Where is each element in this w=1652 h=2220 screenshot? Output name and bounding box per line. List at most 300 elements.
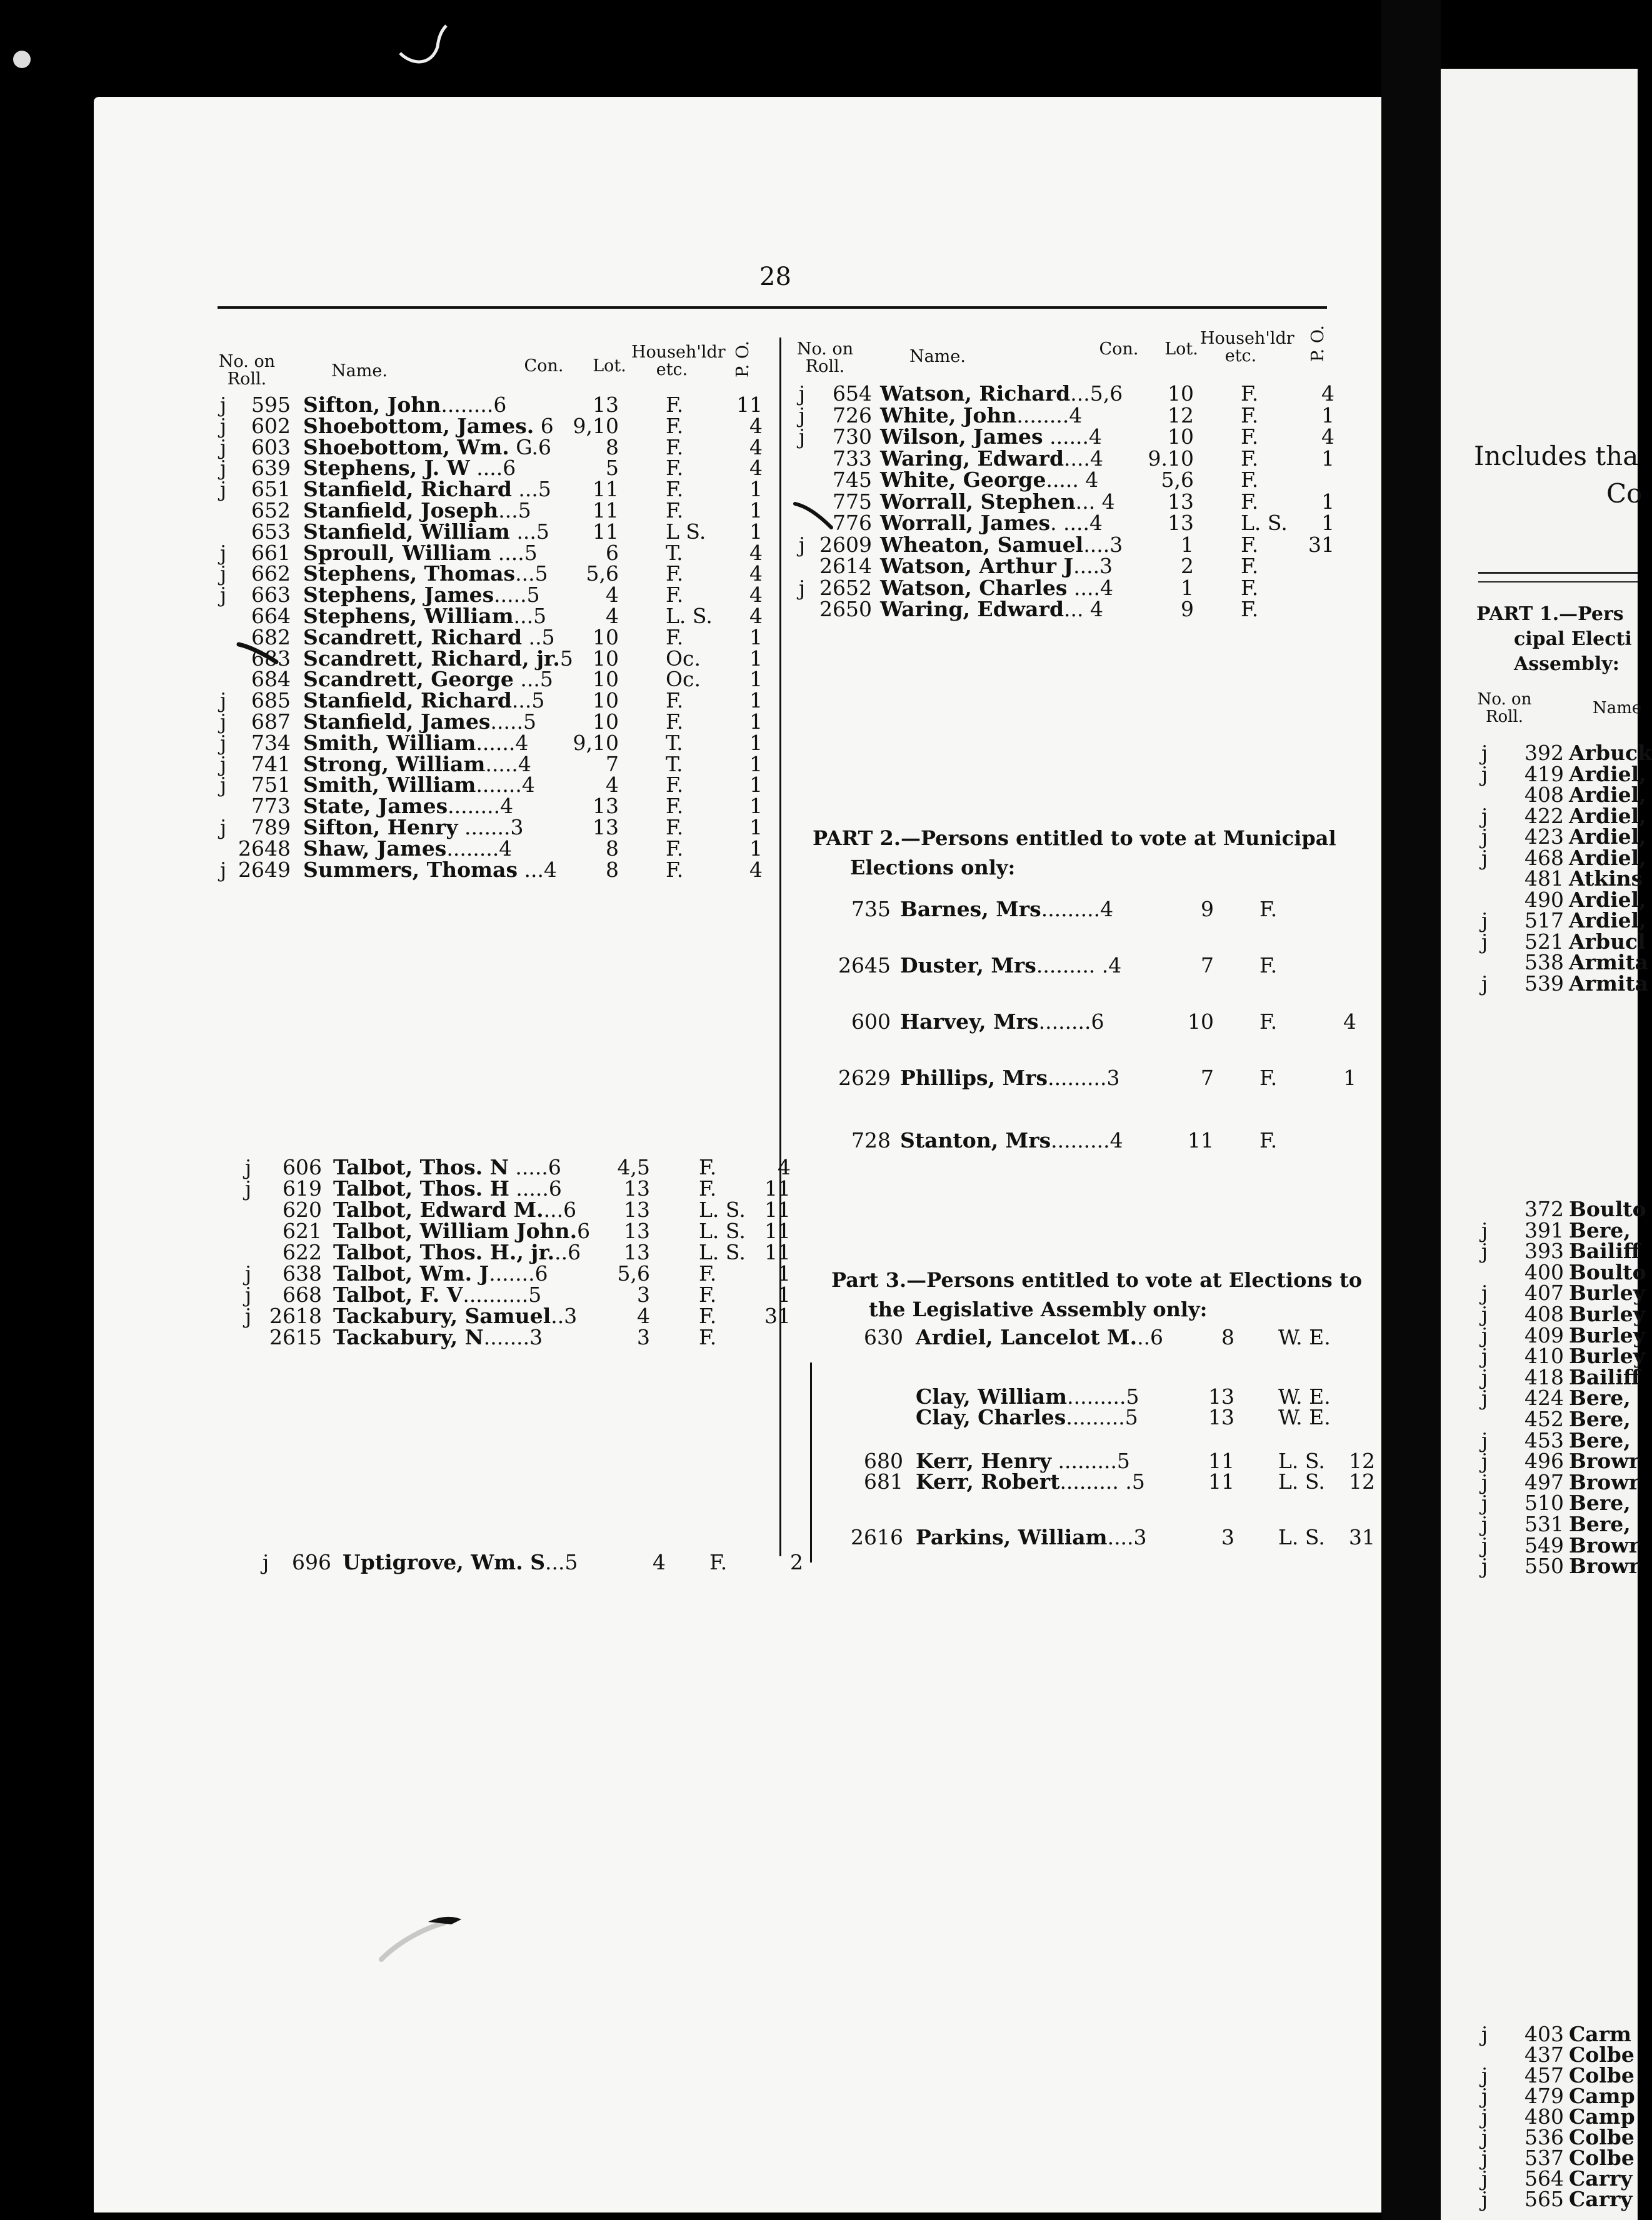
voter-name: Colbe [1569,2042,1634,2067]
concession-number: .........5 [1066,1405,1138,1429]
voter-name: Uptigrove, Wm. S...5 [343,1550,578,1574]
post-office-number: 4 [749,857,763,882]
post-office-number: 1 [749,667,763,692]
concession-number: ..... 4 [1046,468,1099,492]
voter-name: White, John........4 [880,402,1083,428]
part3-title-line1: Part 3.—Persons entitled to vote at Elections to [831,1268,1363,1292]
roll-juror-mark: j [220,477,227,502]
post-office-number: 1 [749,772,763,798]
roll-juror-mark: j [245,1261,252,1286]
header-po: P. O. [733,341,753,378]
household-status: F. [1241,489,1259,514]
lot-number: 5 [606,456,619,481]
voter-name: Arbucl [1569,929,1646,954]
voter-row [0,1128,1638,1152]
lot-number: 5,6 [617,1261,650,1286]
voter-name: Scandrett, Richard ..5 [303,624,555,649]
household-status: Oc. [666,667,701,692]
roll-juror-mark: j [1481,971,1488,996]
roll-juror-mark: j [1481,929,1488,954]
household-status: F. [699,1155,717,1179]
voter-name: Kerr, Robert......... .5 [916,1469,1145,1494]
lot-number: 13 [1208,1384,1234,1409]
voter-name: Armita [1569,971,1649,996]
voter-name: Stanton, Mrs.........4 [900,1128,1123,1152]
concession-number: ......... .5 [1059,1469,1145,1494]
roll-number: 751 [251,772,291,798]
roll-number: 490 [1524,887,1564,912]
right-page-includes-line1: Includes tha [1474,441,1639,471]
roll-number: 468 [1524,845,1564,870]
household-status: F. [699,1176,717,1201]
roll-juror-mark: j [1481,908,1488,932]
voter-row [0,381,1638,405]
voter-name: Bailiff [1569,1364,1640,1389]
voter-name: Talbot, William John.6 [333,1219,591,1243]
voter-name: Ardiel, [1569,761,1646,786]
lot-number: 12 [1168,402,1194,428]
roll-number: 654 [833,381,872,406]
roll-number: 696 [292,1550,331,1574]
concession-number: ...5 [515,561,548,586]
post-office-number: 1 [1343,1066,1356,1090]
lot-number: 2 [1181,554,1194,578]
lot-number: 13 [593,794,619,819]
lot-number: 13 [593,815,619,839]
roll-number: 510 [1524,1491,1564,1516]
roll-number: 639 [251,456,291,481]
concession-number: ..6 [554,1240,581,1264]
voter-name: Scandrett, Richard, jr.5 [303,646,573,671]
roll-number: 773 [251,794,291,819]
voter-name: Tackabury, N.......3 [333,1325,543,1349]
roll-number: 741 [251,751,291,776]
right-page-row [0,971,1649,996]
concession-number: .........4 [1051,1128,1123,1152]
roll-number: 437 [1524,2042,1564,2067]
post-office-number: 1 [749,836,763,861]
lot-number: 4,5 [617,1155,650,1179]
right-page-row [0,1259,1646,1284]
roll-number: 683 [251,646,291,671]
roll-juror-mark: j [220,582,227,608]
roll-number: 651 [251,477,291,502]
voter-name: Worrall, James. ....4 [880,511,1103,535]
household-status: F. [666,836,684,861]
post-office-number: 1 [749,709,763,734]
voter-name: Camp [1569,2084,1635,2108]
roll-number: 730 [833,424,872,449]
right-page-row [0,1554,1638,1578]
roll-number: 2615 [269,1325,322,1349]
voter-name: Camp [1569,2104,1635,2129]
roll-juror-mark: j [1481,845,1488,870]
lot-number: 9.10 [1148,446,1194,471]
roll-number: 549 [1524,1532,1564,1558]
post-office-number: 4 [1321,424,1334,449]
lot-number: 13 [593,392,619,417]
voter-name: Carm [1569,2022,1631,2046]
header-lot-right: Lot. [1164,339,1198,359]
voter-row [0,597,1638,621]
post-office-number: 1 [749,730,763,755]
roll-juror-mark: j [220,730,227,755]
roll-number: 372 [1524,1197,1564,1221]
roll-juror-mark: j [1481,1218,1488,1242]
scan-speck [9,47,47,72]
post-office-number: 1 [778,1282,791,1307]
roll-juror-mark: j [1481,1428,1488,1452]
roll-number: 521 [1524,929,1564,954]
roll-number: 496 [1524,1449,1564,1474]
voter-name: Colbe [1569,2125,1634,2149]
header-lot: Lot. [593,356,626,376]
voter-name: Strong, William.....4 [303,751,531,776]
right-page-row [0,929,1646,954]
voter-row [0,403,1638,427]
roll-juror-mark: j [220,751,227,776]
post-office-number: 11 [764,1240,791,1264]
roll-juror-mark: j [799,381,806,406]
post-office-number: 1 [749,519,763,544]
lot-number: 8 [1221,1325,1234,1349]
roll-juror-mark: j [1481,1491,1488,1516]
concession-number: ...5,6 [1070,381,1123,406]
post-office-number: 11 [764,1198,791,1222]
household-status: F. [666,456,684,481]
voter-name: Bere, [1569,1218,1631,1242]
header-rule [218,306,1327,309]
roll-juror-mark: j [1481,1364,1488,1389]
lot-number: 3 [637,1282,650,1307]
voter-name: Barnes, Mrs.........4 [900,897,1114,921]
post-office-number: 12 [1349,1469,1375,1494]
right-page-row [0,1386,1638,1409]
household-status: F. [666,857,684,882]
post-office-number: 11 [736,392,763,417]
voter-name: Stephens, Thomas...5 [303,561,548,586]
household-status: L S. [666,519,706,544]
roll-juror-mark: j [1481,2084,1488,2108]
concession-number: ......4 [476,730,529,755]
roll-number: 410 [1524,1344,1564,1369]
concession-number: ...4 [518,857,558,882]
right-page-part1-line1: PART 1.—Pers [1476,603,1624,625]
voter-name: Smith, William......4 [303,730,529,755]
roll-number: 680 [864,1449,903,1473]
roll-number: 682 [251,624,291,649]
roll-number: 638 [283,1261,322,1286]
household-status: F. [666,477,684,502]
voter-name: Kerr, Henry .........5 [916,1449,1130,1473]
roll-number: 539 [1524,971,1564,996]
voter-name: Arbuck [1569,741,1652,765]
voter-name: Watson, Richard...5,6 [880,381,1123,406]
post-office-number: 12 [1349,1449,1375,1473]
roll-number: 661 [251,540,291,565]
household-status: L. S. [1278,1525,1325,1549]
voter-name: Clay, William.........5 [916,1384,1139,1409]
right-page-row [0,1322,1645,1348]
right-page-row [0,1197,1646,1221]
roll-number: 684 [251,667,291,692]
lot-number: 10 [1188,1009,1214,1034]
right-page-row [0,1218,1638,1242]
household-status: F. [666,413,684,438]
right-page-row [0,1449,1638,1472]
roll-number: 408 [1524,782,1564,807]
post-office-number: 11 [764,1176,791,1201]
lot-number: 4 [653,1550,666,1574]
concession-number: ......4 [1043,424,1103,449]
lot-number: 10 [1168,424,1194,449]
lot-number: 13 [624,1219,650,1243]
household-status: T. [666,730,683,755]
post-office-number: 1 [749,751,763,776]
voter-name: Clay, Charles.........5 [916,1405,1138,1429]
roll-number: 2629 [838,1066,891,1090]
roll-number: 2648 [238,836,291,861]
right-page-row [0,1281,1645,1306]
roll-number: 393 [1524,1239,1564,1264]
voter-name: Sifton, John........6 [303,392,507,417]
pen-tick-mark [238,641,281,666]
post-office-number: 31 [764,1304,791,1328]
roll-number: 407 [1524,1281,1564,1306]
voter-name: Bere, [1569,1407,1631,1431]
roll-number: 620 [283,1198,322,1222]
concession-number: ........4 [446,836,513,861]
voter-name: Stanfield, James.....5 [303,709,536,734]
roll-number: 537 [1524,2146,1564,2170]
right-page-row [0,803,1646,828]
voter-name: Shaw, James........4 [303,836,513,861]
roll-number: 2650 [819,597,872,621]
right-page-row [0,1407,1638,1431]
lot-number: 11 [1208,1469,1234,1494]
right-page-row [0,1491,1638,1514]
roll-juror-mark: j [1481,1469,1488,1494]
household-status: F. [666,434,684,459]
right-page-row [0,1302,1645,1326]
roll-number: 603 [251,434,291,459]
post-office-number: 2 [790,1550,803,1574]
concession-number: ..3 [551,1304,578,1328]
concession-number: ....3 [1083,532,1123,557]
voter-name: Talbot, F. V..........5 [333,1282,542,1307]
roll-juror-mark: j [220,434,227,459]
roll-juror-mark: j [263,1550,269,1574]
concession-number: ....6 [469,456,516,481]
post-office-number: 1 [749,794,763,819]
page-number: 28 [759,262,791,291]
voter-name: Stanfield, Richard ...5 [303,477,551,502]
concession-number: ....4 [1064,446,1103,471]
lot-number: 4 [606,582,619,608]
lot-number: 10 [593,667,619,692]
roll-number: 664 [251,604,291,628]
concession-number: ..5 [522,624,555,649]
household-status: F. [666,772,684,798]
voter-name: Burley [1569,1322,1645,1348]
right-page-rule-2 [1478,581,1638,582]
household-status: F. [1241,532,1259,557]
lot-number: 10 [593,709,619,734]
household-status: F. [1241,554,1259,578]
right-page-row [0,1365,1638,1389]
post-office-number: 1 [749,624,763,649]
voter-name: Stanfield, Joseph...5 [303,498,531,522]
concession-number: ...5 [498,498,531,522]
header-no-on-roll: No. on Roll. [218,352,276,389]
voter-name: Ardiel, [1569,782,1646,807]
lot-number: 5,6 [1161,468,1194,492]
concession-number: ........4 [1016,402,1083,428]
post-office-number: 1 [749,688,763,713]
lot-number: 3 [1221,1525,1234,1549]
voter-name: Browr [1569,1532,1640,1558]
roll-number: 733 [833,446,872,471]
voter-name: Stephens, J. W ....6 [303,456,516,481]
right-page-part1-line2: cipal Electi [1514,628,1632,650]
roll-juror-mark: j [1481,1302,1488,1326]
household-status: F. [1241,468,1259,492]
post-office-number: 1 [749,498,763,522]
lot-number: 10 [1168,381,1194,406]
part3-title-line2: the Legislative Assembly only: [869,1298,1208,1321]
concession-number: ... 4 [1075,489,1115,514]
roll-juror-mark: j [1481,1512,1488,1536]
voter-row [0,1066,1638,1089]
concession-number: . ....4 [1050,511,1103,535]
header-household-right: Househ'ldr etc. [1200,329,1294,366]
roll-number: 457 [1524,2063,1564,2088]
voter-name: Talbot, Thos. N .....6 [333,1155,561,1179]
lot-number: 10 [593,688,619,713]
roll-juror-mark: j [220,456,227,481]
voter-name: Ardiel, [1569,908,1646,932]
lot-number: 3 [637,1325,650,1349]
household-status: F. [666,815,684,839]
roll-number: 538 [1524,950,1564,974]
roll-number: 776 [833,511,872,535]
voter-row [0,709,1638,733]
roll-juror-mark: j [799,402,806,428]
roll-juror-mark: j [1481,761,1488,786]
voter-name: Ardiel, [1569,824,1646,849]
concession-number: ...5 [511,477,551,502]
lot-number: 11 [593,498,619,522]
household-status: W. E. [1278,1384,1331,1409]
voter-name: Scandrett, George ...5 [303,667,553,692]
voter-name: Stephens, William...5 [303,604,547,628]
voter-row [0,468,1638,491]
concession-number: ...5 [509,519,549,544]
roll-juror-mark: j [245,1304,252,1328]
roll-juror-mark: j [220,815,227,839]
household-status: W. E. [1278,1405,1331,1429]
right-page-includes-line2: Co [1606,478,1643,509]
concession-number: ........4 [448,794,514,819]
household-status: F. [666,624,684,649]
roll-juror-mark: j [220,857,227,882]
concession-number: .........5 [1067,1384,1139,1409]
voter-name: Burley [1569,1281,1645,1306]
roll-number: 481 [1524,866,1564,891]
right-page-row [0,741,1652,765]
right-page-row [0,1344,1645,1369]
concession-number: ........6 [1038,1009,1104,1034]
household-status: F. [666,709,684,734]
concession-number: .....5 [490,709,536,734]
header-household: Househ'ldr etc. [631,342,726,379]
household-status: F. [1259,1066,1278,1090]
roll-juror-mark: j [1481,2063,1488,2088]
voter-name: Duster, Mrs......... .4 [900,953,1122,978]
roll-number: 422 [1524,803,1564,828]
lot-number: 13 [1168,489,1194,514]
voter-name: Sifton, Henry .......3 [303,815,524,839]
roll-number: 408 [1524,1302,1564,1326]
concession-number: ...5 [513,604,547,628]
roll-juror-mark: j [220,688,227,713]
part2-title-line1: PART 2.—Persons entitled to vote at Municipal [813,826,1336,850]
voter-name: Carry [1569,2166,1633,2191]
concession-number: .......4 [476,772,535,798]
voter-name: Burley [1569,1344,1645,1369]
household-status: F. [666,498,684,522]
lot-number: 11 [593,477,619,502]
concession-number: ......... .4 [1036,953,1122,978]
household-status: F. [666,794,684,819]
lot-number: 13 [624,1198,650,1222]
voter-name: Parkins, William....3 [916,1525,1147,1549]
roll-juror-mark: j [1481,1532,1488,1558]
concession-number: 5 [559,646,573,671]
roll-juror-mark: j [220,413,227,438]
concession-number: ..6 [1137,1325,1164,1349]
post-office-number: 4 [778,1155,791,1179]
lot-number: 11 [1208,1449,1234,1473]
household-status: W. E. [1278,1325,1331,1349]
household-status: F. [699,1261,717,1286]
voter-name: Talbot, Thos. H .....6 [333,1176,562,1201]
roll-number: 419 [1524,761,1564,786]
roll-number: 662 [251,561,291,586]
voter-name: Sproull, William ....5 [303,540,538,565]
concession-number: ...5 [513,667,553,692]
lot-number: 4 [606,604,619,628]
voter-row [0,667,1638,691]
voter-row [0,446,1638,470]
concession-number: ........6 [441,392,507,417]
voter-name: Bailiff [1569,1239,1640,1264]
post-office-number: 4 [749,540,763,565]
roll-number: 653 [251,519,291,544]
household-status: T. [666,751,683,776]
roll-number: 687 [251,709,291,734]
lot-number: 5,6 [586,561,619,586]
header-con-right: Con. [1099,339,1139,359]
roll-juror-mark: j [1481,1344,1488,1369]
lot-number: 7 [606,751,619,776]
household-status: L. S. [699,1219,746,1243]
household-status: F. [666,561,684,586]
lot-number: 8 [606,857,619,882]
voter-name: Bere, [1569,1512,1631,1536]
pen-tick-mark-2 [794,500,838,531]
voter-row [0,688,1638,712]
